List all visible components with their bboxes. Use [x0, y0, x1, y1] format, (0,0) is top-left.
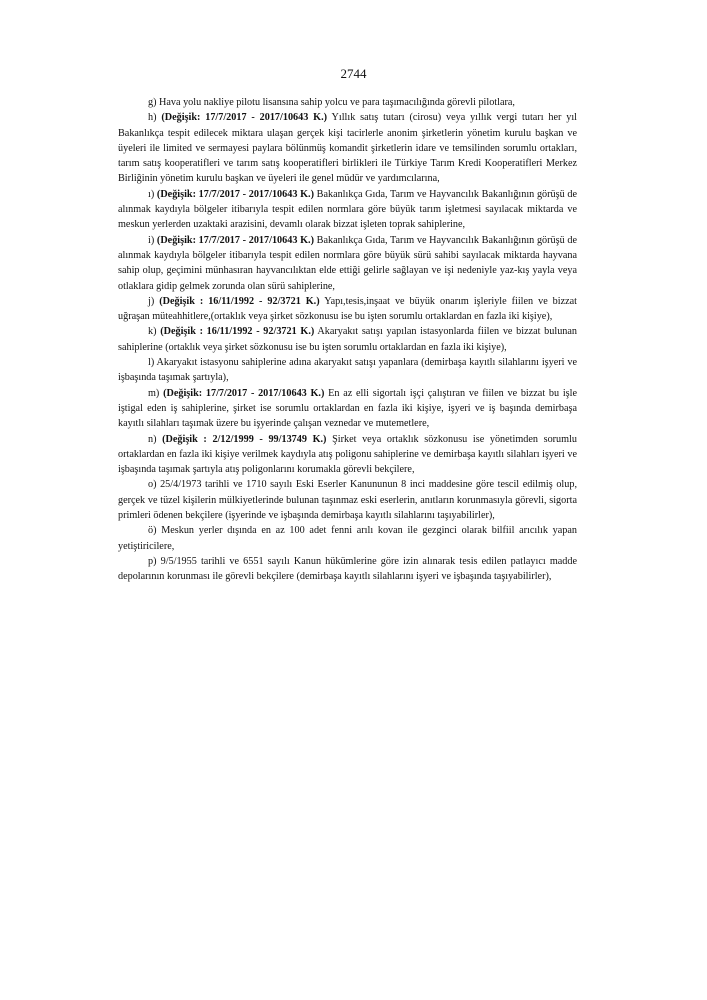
paragraph-j [118, 294, 577, 325]
paragraph-dotless-i [118, 187, 577, 233]
paragraph-l [118, 355, 577, 386]
item-marker: k) [148, 326, 161, 338]
paragraph-g [118, 95, 577, 110]
item-marker: ı) [148, 188, 157, 200]
paragraph-n [118, 432, 577, 478]
item-marker: h) [148, 112, 162, 124]
amendment-note: (Değişik: 17/7/2017 - 2017/10643 K.) [161, 112, 328, 124]
paragraph-text: En az elli sigortalı işçi çalıştıran ve fiilen ve bizzat bu işle iştigal eden iş sahiplerine, şirket ise sorumlu ortaklardan en fazla iki kişiye, işyeri ve iş başında demirbaşa kayıtlı silahları taşımak üzere bu işyerinde çalışan veznedar ve mutemetlere, [118, 387, 577, 430]
paragraph-text: Yapı,tesis,inşaat ve büyük onarım işleriyle fiilen ve bizzat uğraşan müteahhitlere,(ortaklık veya şirket sözkonusu ise bu işten sorumlu ortaklardan en fazla iki kişiye), [118, 295, 578, 323]
item-marker: m) [148, 387, 164, 399]
paragraph-text: Şirket veya ortaklık sözkonusu ise yönetimden sorumlu ortaklardan en fazla iki kişiye verilmek kaydıyla atış poligonu sahiplerine ve demirbaşa kayıtlı silahları işyeri ve işbaşında taşımak şartıyla atış poligonlarını korumakla görevli bekçilere, [118, 433, 578, 476]
paragraph-text: g) Hava yolu nakliye pilotu lisansına sahip yolcu ve para taşımacılığında görevli pilotlara, [148, 97, 515, 108]
paragraph-text: Yıllık satış tutarı (cirosu) veya yıllık vergi tutarı her yıl Bakanlıkça tespit edilecek miktara ulaşan gerçek kişi tacirlerle anonim şirketlerin yönetim kurulu başkan ve üyeleri ile limited ve sermayesi paylara bölünmüş komandit şirketlerin idare ve temsilinden sorumlu ortakları, tarım satış kooperatifleri ve tarım satış kooperatifleri birlikleri ile Türkiye Tarım Kredi Kooperatifleri Merkez Birliğinin yönetim kurulu başkan ve üyeleri ile genel müdür ve yardımcılarına, [118, 112, 577, 185]
item-marker: n) [148, 433, 163, 445]
amendment-note: (Değişik: 17/7/2017 - 2017/10643 K.) [156, 188, 314, 200]
paragraph-k [118, 324, 577, 355]
amendment-note: (Değişik : 16/11/1992 - 92/3721 K.) [160, 326, 315, 338]
paragraph-text: l) Akaryakıt istasyonu sahiplerine adına akaryakıt satışı yapanlara (demirbaşa kayıtlı silahlarını işyeri ve işbaşında taşımak şartıyla), [118, 357, 577, 384]
paragraph-h [118, 110, 577, 186]
paragraph-p [118, 554, 577, 585]
paragraph-text: Akaryakıt satışı yapılan istasyonlarda fiilen ve bizzat bulunan sahiplerine (ortaklık veya şirket sözkonusu ise bu işten sorumlu ortaklardan en fazla iki kişiye), [118, 326, 577, 353]
amendment-note: (Değişik : 2/12/1999 - 99/13749 K.) [162, 433, 327, 445]
paragraph-text: p) 9/5/1955 tarihli ve 6551 sayılı Kanun hükümlerine göre izin alınarak tesis edilen patlayıcı madde depolarının korunması ile görevli bekçilere (demirbaşa kayıtlı silahlarını işyeri ve işbaşında taşıyabilirler), [118, 555, 577, 583]
document-body [118, 95, 577, 585]
paragraph-text: Bakanlıkça Gıda, Tarım ve Hayvancılık Bakanlığının görüşü de alınmak kaydıyla bölgeler itibarıyla tespit edilen normlara göre büyük sürü sahibi sayılacak miktarda hayvana sahip olup, geçimini münhasıran hayvancılıktan elde ettiği gelirle sağlayan ve işi nedeniyle yaz-kış yayla veya otlaklara gidip gelmek zorunda olan sürü sahiplerine, [118, 234, 577, 292]
item-marker: i) [148, 234, 157, 246]
paragraph-i [118, 233, 577, 294]
amendment-note: (Değişik : 16/11/1992 - 92/3721 K.) [159, 295, 320, 307]
paragraph-o [118, 477, 577, 523]
page-number: 2744 [340, 66, 367, 81]
amendment-note: (Değişik: 17/7/2017 - 2017/10643 K.) [163, 387, 325, 399]
item-marker: j) [148, 295, 160, 307]
paragraph-m [118, 386, 577, 432]
paragraph-text: ö) Meskun yerler dışında en az 100 adet fenni arılı kovan ile gezginci olarak bilfiil arıcılık yapan yetiştiricilere, [118, 525, 577, 552]
paragraph-o-umlaut [118, 523, 577, 554]
paragraph-text: o) 25/4/1973 tarihli ve 1710 sayılı Eski Eserler Kanununun 8 inci maddesine göre tescil edilmiş olup, gerçek ve tüzel kişilerin mülkiyetlerinde bulunan taşınmaz eski eserlerin, anıtların korunmasıyla görevli, sigorta primleri ödenen bekçilere (işyerinde ve işbaşında demirbaşa kayıtlı silahlarını taşıyabilirler), [118, 479, 577, 522]
amendment-note: (Değişik: 17/7/2017 - 2017/10643 K.) [156, 234, 314, 246]
paragraph-text: Bakanlıkça Gıda, Tarım ve Hayvancılık Bakanlığının görüşü de alınmak kaydıyla bölgeler itibarıyla tespit edilen normlara göre büyük tarım işletmesi sayılacak miktarda ve meskun yerlerden uzaktaki arazisini, devamlı olarak bizzat işleten toprak sahiplerine, [118, 188, 577, 231]
